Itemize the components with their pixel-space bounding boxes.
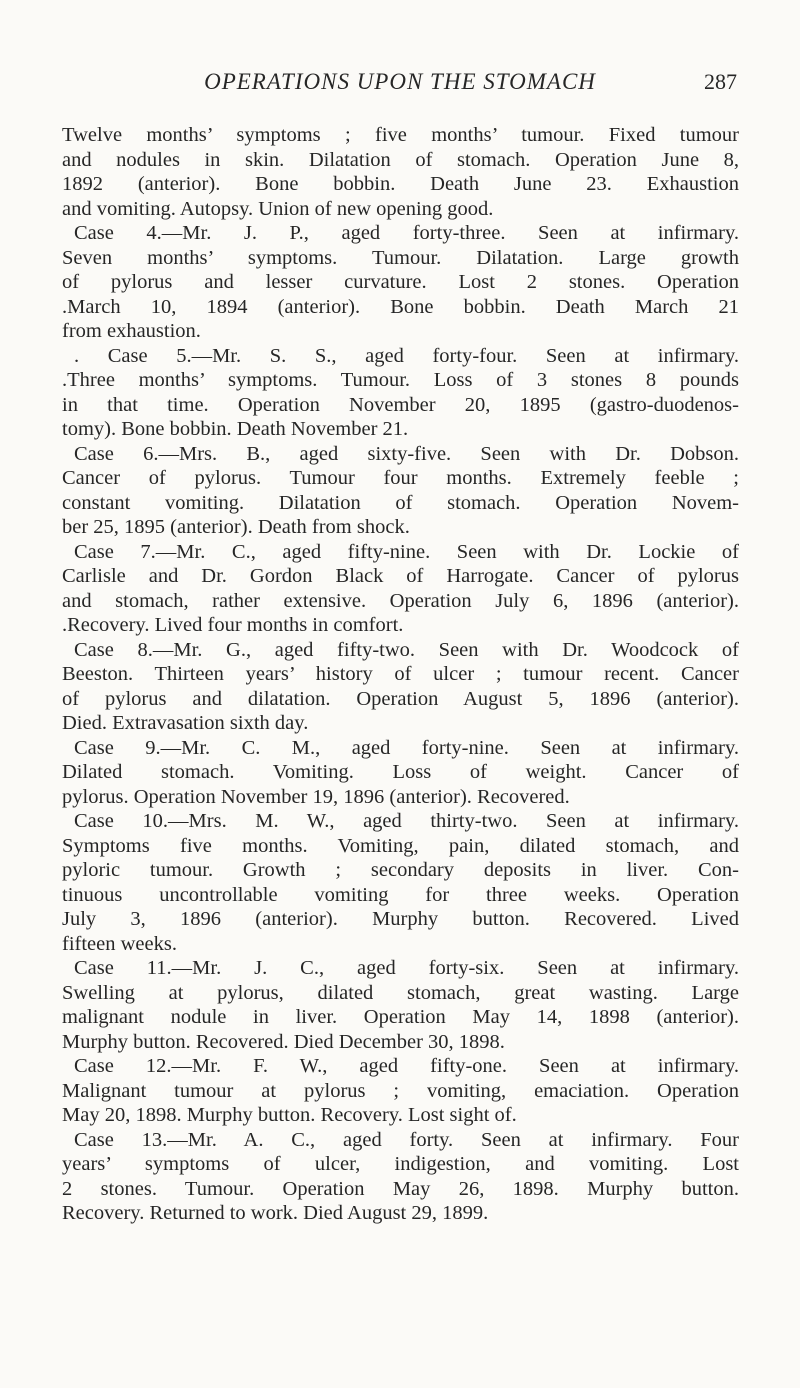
text-line: pyloric tumour. Growth ; secondary deposits in liver. Con-	[62, 859, 739, 881]
text-line: pylorus. Operation November 19, 1896 (anterior). Recovered.	[62, 785, 570, 808]
text-line: .March 10, 1894 (anterior). Bone bobbin. Death March 21	[62, 295, 739, 318]
text-line: .Recovery. Lived four months in comfort.	[62, 614, 404, 636]
text-line: Case 11.—Mr. J. C., aged forty-six. Seen at infirmary.	[74, 957, 739, 979]
text-line: and vomiting. Autopsy. Union of new opening good.	[62, 197, 494, 220]
text-line: 1892 (anterior). Bone bobbin. Death June 23. Exhaustion	[62, 173, 739, 195]
text-line: July 3, 1896 (anterior). Murphy button. Recovered. Lived	[62, 908, 739, 930]
text-line: from exhaustion.	[62, 320, 201, 342]
text-line: Case 9.—Mr. C. M., aged forty-nine. Seen at infirmary.	[74, 736, 739, 759]
text-line: Beeston. Thirteen years’ history of ulcer ; tumour recent. Cancer	[62, 663, 739, 685]
page-number: 287	[704, 69, 737, 94]
text-line: Swelling at pylorus, dilated stomach, great wasting. Large	[62, 981, 739, 1004]
text-line: Case 8.—Mr. G., aged fifty-two. Seen with Dr. Woodcock of	[74, 638, 739, 661]
text-line: Cancer of pylorus. Tumour four months. Extremely feeble ;	[62, 467, 739, 489]
text-line: Carlisle and Dr. Gordon Black of Harrogate. Cancer of pylorus	[62, 565, 739, 587]
text-line: Twelve months’ symptoms ; five months’ tumour. Fixed tumour	[62, 124, 739, 146]
text-line: fifteen weeks.	[62, 932, 177, 955]
text-line: tomy). Bone bobbin. Death November 21.	[62, 418, 409, 440]
text-line: Murphy button. Recovered. Died December 30, 1898.	[62, 1030, 505, 1053]
text-line: Dilated stomach. Vomiting. Loss of weight. Cancer of	[62, 761, 739, 783]
text-line: Seven months’ symptoms. Tumour. Dilatation. Large growth	[62, 246, 739, 269]
text-line: Case 12.—Mr. F. W., aged fifty-one. Seen at infirmary.	[74, 1055, 739, 1077]
text-line: Died. Extravasation sixth day.	[62, 712, 309, 734]
text-line: malignant nodule in liver. Operation May 14, 1898 (anterior).	[62, 1006, 739, 1028]
text-line: .Three months’ symptoms. Tumour. Loss of 3 stones 8 pounds	[62, 369, 739, 391]
text-line: years’ symptoms of ulcer, indigestion, and vomiting. Lost	[62, 1153, 739, 1175]
text-line: of pylorus and dilatation. Operation August 5, 1896 (anterior).	[62, 687, 739, 710]
text-line: May 20, 1898. Murphy button. Recovery. Lost sight of.	[62, 1104, 517, 1126]
text-line: Case 13.—Mr. A. C., aged forty. Seen at infirmary. Four	[74, 1128, 739, 1151]
text-line: ber 25, 1895 (anterior). Death from shock.	[62, 516, 410, 538]
text-line: and stomach, rather extensive. Operation July 6, 1896 (anterior).	[62, 589, 739, 612]
text-line: of pylorus and lesser curvature. Lost 2 stones. Operation	[62, 271, 739, 293]
text-line: Recovery. Returned to work. Died August 29, 1899.	[62, 1202, 489, 1224]
text-line: 2 stones. Tumour. Operation May 26, 1898. Murphy button.	[62, 1177, 739, 1200]
text-line: Case 6.—Mrs. B., aged sixty-five. Seen with Dr. Dobson.	[74, 442, 739, 465]
text-line: tinuous uncontrollable vomiting for three weeks. Operation	[62, 883, 739, 906]
text-line: Case 10.—Mrs. M. W., aged thirty-two. Seen at infirmary.	[74, 810, 739, 832]
running-head-title: OPERATIONS UPON THE STOMACH	[204, 69, 596, 94]
running-head	[0, 62, 800, 102]
text-line: in that time. Operation November 20, 1895 (gastro-duodenos-	[62, 393, 739, 416]
text-line: . Case 5.—Mr. S. S., aged forty-four. Seen at infirmary.	[74, 344, 739, 367]
body-text	[62, 123, 739, 1226]
text-line: constant vomiting. Dilatation of stomach. Operation Novem-	[62, 491, 739, 514]
text-line: and nodules in skin. Dilatation of stomach. Operation June 8,	[62, 148, 739, 171]
text-line: Symptoms five months. Vomiting, pain, dilated stomach, and	[62, 834, 739, 857]
text-line: Case 7.—Mr. C., aged fifty-nine. Seen with Dr. Lockie of	[74, 540, 739, 563]
text-line: Case 4.—Mr. J. P., aged forty-three. Seen at infirmary.	[74, 222, 739, 244]
text-line: Malignant tumour at pylorus ; vomiting, emaciation. Operation	[62, 1079, 739, 1102]
